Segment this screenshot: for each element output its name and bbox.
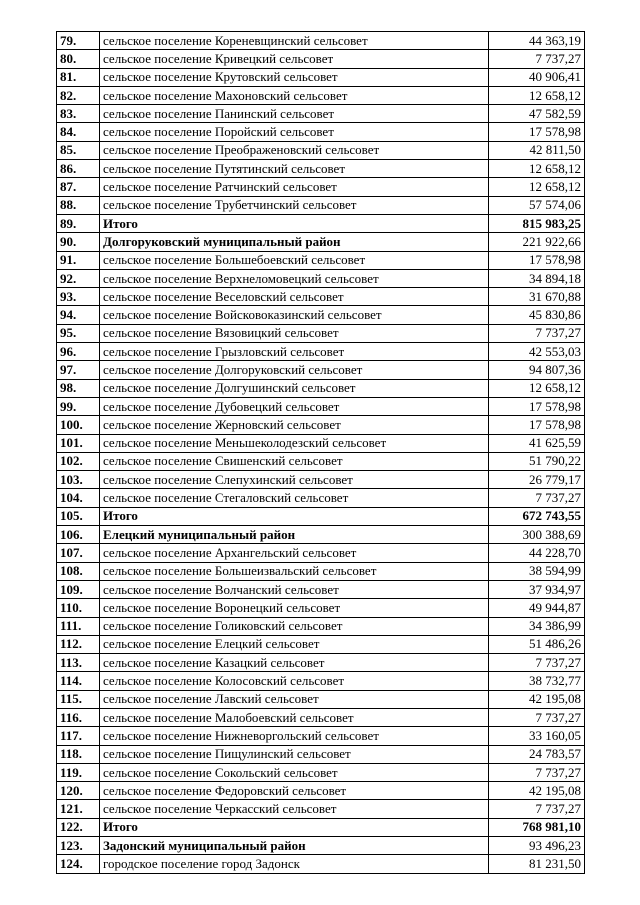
table-row (57, 489, 585, 507)
amount: 42 195,08 (489, 690, 585, 708)
row-number: 103. (57, 471, 100, 489)
row-number: 89. (57, 214, 100, 232)
table-row (57, 196, 585, 214)
row-number: 105. (57, 507, 100, 525)
row-number: 99. (57, 397, 100, 415)
row-number: 93. (57, 288, 100, 306)
row-number: 119. (57, 763, 100, 781)
table-row (57, 818, 585, 836)
settlement-name: сельское поселение Лавский сельсовет (100, 690, 489, 708)
amount: 31 670,88 (489, 288, 585, 306)
row-number: 90. (57, 233, 100, 251)
amount: 81 231,50 (489, 855, 585, 873)
row-number: 88. (57, 196, 100, 214)
amount: 26 779,17 (489, 471, 585, 489)
settlement-name: сельское поселение Меньшеколодезский сельсовет (100, 434, 489, 452)
settlement-name: Итого (100, 818, 489, 836)
settlement-name: сельское поселение Свишенский сельсовет (100, 452, 489, 470)
amount: 7 737,27 (489, 654, 585, 672)
row-number: 107. (57, 544, 100, 562)
amount: 49 944,87 (489, 599, 585, 617)
amount: 51 790,22 (489, 452, 585, 470)
settlement-name: сельское поселение Сокольский сельсовет (100, 763, 489, 781)
amount: 40 906,41 (489, 68, 585, 86)
row-number: 106. (57, 526, 100, 544)
amount: 34 894,18 (489, 269, 585, 287)
row-number: 79. (57, 32, 100, 50)
table-row (57, 141, 585, 159)
row-number: 124. (57, 855, 100, 873)
settlement-name: сельское поселение Большебоевский сельсовет (100, 251, 489, 269)
table-row (57, 745, 585, 763)
settlement-name: сельское поселение Панинский сельсовет (100, 105, 489, 123)
row-number: 86. (57, 160, 100, 178)
row-number: 97. (57, 361, 100, 379)
row-number: 110. (57, 599, 100, 617)
table-row (57, 434, 585, 452)
settlement-name: сельское поселение Веселовский сельсовет (100, 288, 489, 306)
row-number: 115. (57, 690, 100, 708)
table-row (57, 580, 585, 598)
table-row (57, 763, 585, 781)
table-row (57, 178, 585, 196)
settlement-name: сельское поселение Нижневоргольский сельсовет (100, 727, 489, 745)
settlement-name: сельское поселение Черкасский сельсовет (100, 800, 489, 818)
settlement-name: сельское поселение Долгоруковский сельсовет (100, 361, 489, 379)
row-number: 91. (57, 251, 100, 269)
settlement-name: сельское поселение Елецкий сельсовет (100, 635, 489, 653)
amount: 221 922,66 (489, 233, 585, 251)
table-row (57, 708, 585, 726)
table-row (57, 855, 585, 873)
table-row (57, 105, 585, 123)
amount: 38 594,99 (489, 562, 585, 580)
amount: 44 363,19 (489, 32, 585, 50)
settlement-name: сельское поселение Воронецкий сельсовет (100, 599, 489, 617)
row-number: 118. (57, 745, 100, 763)
table-row (57, 727, 585, 745)
table-row (57, 562, 585, 580)
settlement-name: сельское поселение Ратчинский сельсовет (100, 178, 489, 196)
row-number: 92. (57, 269, 100, 287)
settlement-name: сельское поселение Долгушинский сельсовет (100, 379, 489, 397)
settlement-name: Итого (100, 507, 489, 525)
table-row (57, 617, 585, 635)
row-number: 116. (57, 708, 100, 726)
table-row (57, 654, 585, 672)
table-row (57, 269, 585, 287)
table-row (57, 471, 585, 489)
amount: 7 737,27 (489, 324, 585, 342)
settlement-name: сельское поселение Вязовицкий сельсовет (100, 324, 489, 342)
table-row (57, 416, 585, 434)
settlement-name: сельское поселение Волчанский сельсовет (100, 580, 489, 598)
settlement-name: сельское поселение Грызловский сельсовет (100, 343, 489, 361)
table-row (57, 214, 585, 232)
settlement-name: сельское поселение Малобоевский сельсовет (100, 708, 489, 726)
amount: 17 578,98 (489, 123, 585, 141)
row-number: 120. (57, 782, 100, 800)
settlement-name: сельское поселение Преображеновский сельсовет (100, 141, 489, 159)
settlement-name: сельское поселение Дубовецкий сельсовет (100, 397, 489, 415)
table-row (57, 123, 585, 141)
table-row (57, 288, 585, 306)
amount: 51 486,26 (489, 635, 585, 653)
settlement-name: сельское поселение Поройский сельсовет (100, 123, 489, 141)
settlement-name: сельское поселение Большеизвальский сельсовет (100, 562, 489, 580)
amount: 45 830,86 (489, 306, 585, 324)
table-row (57, 690, 585, 708)
amount: 57 574,06 (489, 196, 585, 214)
table-row (57, 397, 585, 415)
settlement-name: сельское поселение Крутовский сельсовет (100, 68, 489, 86)
row-number: 122. (57, 818, 100, 836)
settlement-name: сельское поселение Пищулинский сельсовет (100, 745, 489, 763)
row-number: 98. (57, 379, 100, 397)
settlement-name: сельское поселение Верхнеломовецкий сельсовет (100, 269, 489, 287)
table-row (57, 507, 585, 525)
settlement-name: городское поселение город Задонск (100, 855, 489, 873)
settlement-name: Задонский муниципальный район (100, 837, 489, 855)
settlement-name: сельское поселение Казацкий сельсовет (100, 654, 489, 672)
row-number: 80. (57, 50, 100, 68)
row-number: 85. (57, 141, 100, 159)
amount: 34 386,99 (489, 617, 585, 635)
table-row (57, 343, 585, 361)
amount: 44 228,70 (489, 544, 585, 562)
row-number: 95. (57, 324, 100, 342)
table-row (57, 526, 585, 544)
amount: 7 737,27 (489, 489, 585, 507)
amount: 93 496,23 (489, 837, 585, 855)
settlement-name: сельское поселение Слепухинский сельсовет (100, 471, 489, 489)
row-number: 84. (57, 123, 100, 141)
amount: 42 811,50 (489, 141, 585, 159)
row-number: 94. (57, 306, 100, 324)
table-row (57, 837, 585, 855)
amount: 17 578,98 (489, 416, 585, 434)
amount: 38 732,77 (489, 672, 585, 690)
table-row (57, 544, 585, 562)
amount: 37 934,97 (489, 580, 585, 598)
table-row (57, 672, 585, 690)
amount: 47 582,59 (489, 105, 585, 123)
row-number: 114. (57, 672, 100, 690)
row-number: 104. (57, 489, 100, 507)
amount: 17 578,98 (489, 251, 585, 269)
settlement-name: сельское поселение Колосовский сельсовет (100, 672, 489, 690)
row-number: 83. (57, 105, 100, 123)
row-number: 87. (57, 178, 100, 196)
row-number: 111. (57, 617, 100, 635)
amount: 12 658,12 (489, 160, 585, 178)
table-row (57, 86, 585, 104)
row-number: 100. (57, 416, 100, 434)
amount: 7 737,27 (489, 708, 585, 726)
table-row (57, 452, 585, 470)
table-body (57, 32, 585, 874)
table-row (57, 233, 585, 251)
amount: 672 743,55 (489, 507, 585, 525)
amount: 300 388,69 (489, 526, 585, 544)
settlement-name: Долгоруковский муниципальный район (100, 233, 489, 251)
table-row (57, 324, 585, 342)
settlement-name: Итого (100, 214, 489, 232)
amount: 24 783,57 (489, 745, 585, 763)
table-row (57, 361, 585, 379)
amount: 815 983,25 (489, 214, 585, 232)
row-number: 121. (57, 800, 100, 818)
settlement-name: сельское поселение Трубетчинский сельсовет (100, 196, 489, 214)
amount: 7 737,27 (489, 50, 585, 68)
row-number: 109. (57, 580, 100, 598)
amount: 768 981,10 (489, 818, 585, 836)
table-row (57, 379, 585, 397)
row-number: 96. (57, 343, 100, 361)
settlement-name: сельское поселение Путятинский сельсовет (100, 160, 489, 178)
table-row (57, 50, 585, 68)
amount: 7 737,27 (489, 763, 585, 781)
settlement-name: сельское поселение Кривецкий сельсовет (100, 50, 489, 68)
row-number: 112. (57, 635, 100, 653)
table-row (57, 782, 585, 800)
row-number: 113. (57, 654, 100, 672)
amount: 33 160,05 (489, 727, 585, 745)
settlement-name: сельское поселение Войсковоказинский сельсовет (100, 306, 489, 324)
settlement-name: сельское поселение Стегаловский сельсовет (100, 489, 489, 507)
settlement-name: Елецкий муниципальный район (100, 526, 489, 544)
amount: 42 553,03 (489, 343, 585, 361)
row-number: 101. (57, 434, 100, 452)
row-number: 81. (57, 68, 100, 86)
settlement-name: сельское поселение Федоровский сельсовет (100, 782, 489, 800)
amount: 17 578,98 (489, 397, 585, 415)
settlement-name: сельское поселение Кореневщинский сельсовет (100, 32, 489, 50)
settlement-name: сельское поселение Голиковский сельсовет (100, 617, 489, 635)
table-row (57, 68, 585, 86)
table-row (57, 32, 585, 50)
row-number: 82. (57, 86, 100, 104)
amount: 41 625,59 (489, 434, 585, 452)
table-row (57, 800, 585, 818)
amount: 12 658,12 (489, 379, 585, 397)
row-number: 123. (57, 837, 100, 855)
row-number: 108. (57, 562, 100, 580)
amount: 7 737,27 (489, 800, 585, 818)
settlement-name: сельское поселение Махоновский сельсовет (100, 86, 489, 104)
settlement-name: сельское поселение Жерновский сельсовет (100, 416, 489, 434)
budget-table (56, 31, 585, 874)
table-row (57, 635, 585, 653)
table-row (57, 599, 585, 617)
amount: 42 195,08 (489, 782, 585, 800)
amount: 94 807,36 (489, 361, 585, 379)
settlement-name: сельское поселение Архангельский сельсовет (100, 544, 489, 562)
amount: 12 658,12 (489, 178, 585, 196)
table-row (57, 160, 585, 178)
table-row (57, 251, 585, 269)
row-number: 102. (57, 452, 100, 470)
table-row (57, 306, 585, 324)
amount: 12 658,12 (489, 86, 585, 104)
row-number: 117. (57, 727, 100, 745)
